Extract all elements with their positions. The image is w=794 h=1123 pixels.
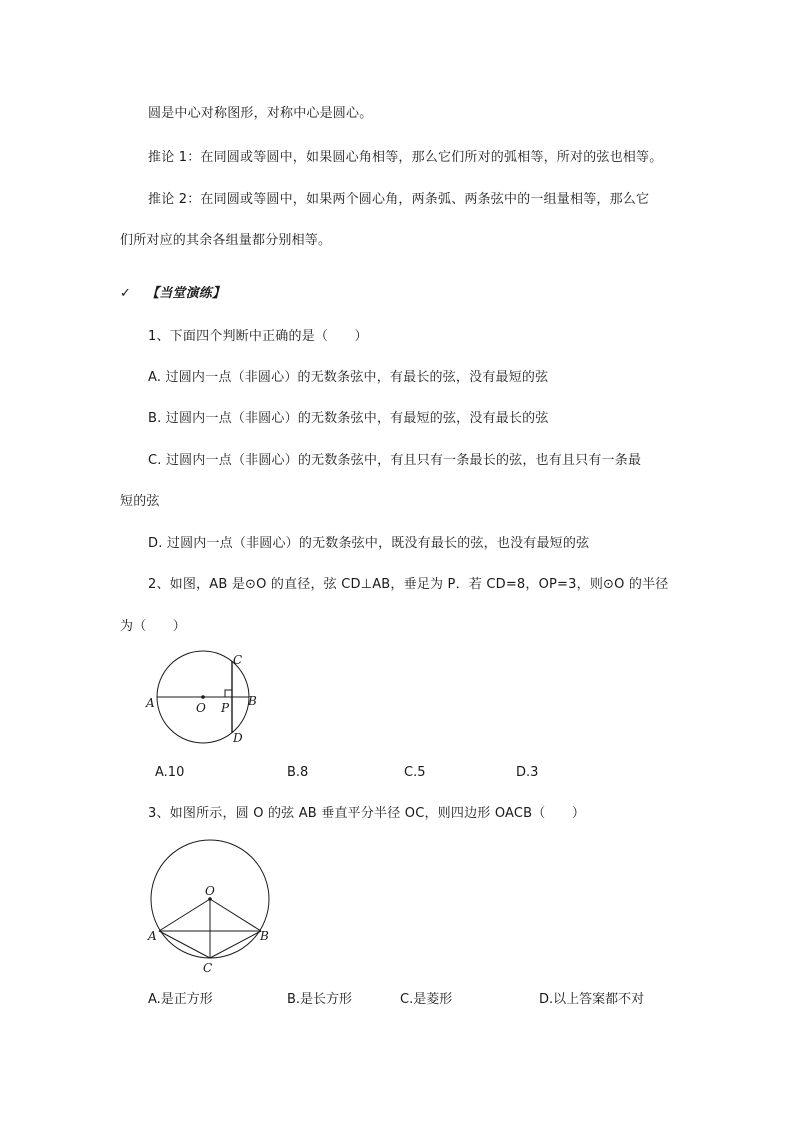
question-3-option-c: C.是菱形	[400, 992, 453, 1007]
q3-label-b: B	[260, 929, 269, 943]
question-2-stem-line2: 为（ ）	[120, 619, 187, 634]
question-1-option-d: D. 过圆内一点（非圆心）的无数条弦中，既没有最长的弦，也没有最短的弦	[148, 536, 590, 551]
q2-label-b: B	[248, 694, 257, 708]
section-heading	[120, 285, 225, 303]
paragraph-corollary-2-line2: 们所对应的其余各组量都分别相等。	[120, 233, 332, 248]
question-2-option-c: C.5	[404, 765, 426, 780]
q3-segment-ob	[210, 899, 261, 931]
question-2-figure	[140, 645, 280, 750]
question-2-option-a: A.10	[155, 765, 185, 780]
question-3-option-b: B.是长方形	[287, 992, 353, 1007]
question-1-option-c-line2: 短的弦	[120, 494, 160, 509]
question-3-option-d: D.以上答案都不对	[539, 992, 645, 1007]
q3-label-o: O	[205, 884, 215, 898]
q2-label-c: C	[233, 653, 243, 667]
paragraph-central-symmetry: 圆是中心对称图形，对称中心是圆心。	[148, 106, 373, 121]
q2-right-angle-mark	[225, 690, 232, 697]
question-2-stem-line1: 2、如图，AB 是⊙O 的直径，弦 CD⊥AB，垂足为 P．若 CD=8，OP=3，则⊙O 的半径	[148, 577, 669, 592]
question-3-figure	[140, 835, 280, 980]
q3-label-c: C	[203, 961, 213, 975]
q3-segment-ac	[159, 931, 210, 958]
question-2-option-d: D.3	[516, 765, 539, 780]
checkmark-icon: ✓	[120, 286, 132, 301]
q2-label-d: D	[233, 731, 243, 745]
paragraph-corollary-1: 推论 1：在同圆或等圆中，如果圆心角相等，那么它们所对的弧相等，所对的弦也相等。	[148, 150, 663, 165]
question-2-option-b: B.8	[287, 765, 309, 780]
q3-segment-bc	[210, 931, 261, 958]
q2-label-o: O	[196, 701, 206, 715]
q2-center-dot	[201, 695, 205, 699]
question-1-stem: 1、下面四个判断中正确的是（ ）	[148, 329, 368, 344]
question-3-option-a: A.是正方形	[148, 992, 213, 1007]
q3-segment-oa	[159, 899, 210, 931]
question-3-stem: 3、如图所示，圆 O 的弦 AB 垂直平分半径 OC，则四边形 OACB（ ）	[148, 806, 586, 821]
q2-label-p: P	[221, 701, 230, 715]
section-title: 【当堂演练】	[146, 286, 226, 301]
question-1-option-c-line1: C. 过圆内一点（非圆心）的无数条弦中，有且只有一条最长的弦，也有且只有一条最	[148, 453, 642, 468]
q2-label-a: A	[146, 696, 155, 710]
q3-label-a: A	[148, 929, 157, 943]
paragraph-corollary-2-line1: 推论 2：在同圆或等圆中，如果两个圆心角，两条弧、两条弦中的一组量相等，那么它	[148, 192, 650, 207]
question-1-option-a: A. 过圆内一点（非圆心）的无数条弦中，有最长的弦，没有最短的弦	[148, 370, 549, 385]
question-1-option-b: B. 过圆内一点（非圆心）的无数条弦中，有最短的弦，没有最长的弦	[148, 411, 549, 426]
